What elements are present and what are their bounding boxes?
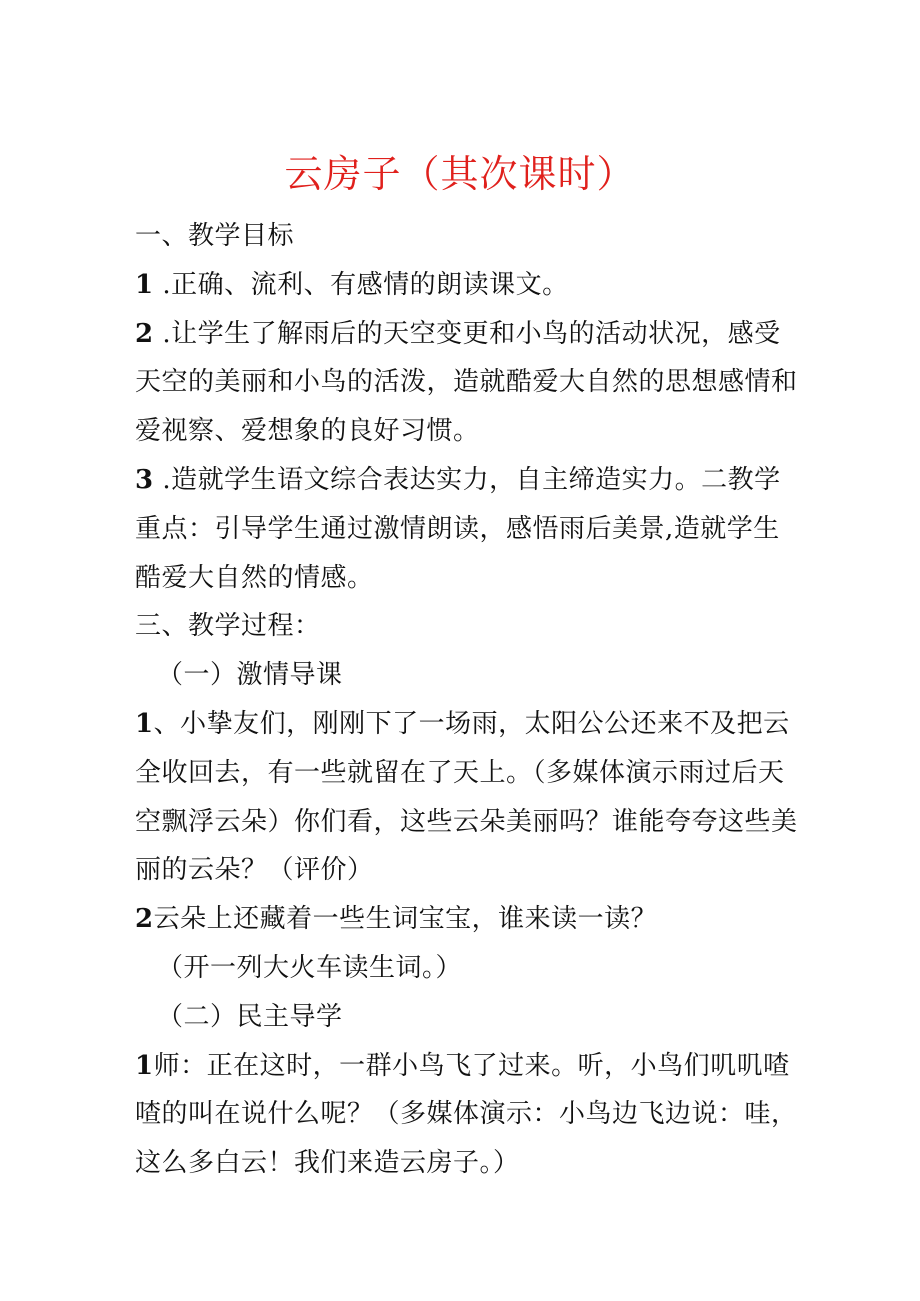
paragraph-line: [135, 700, 805, 749]
line-number: 2: [135, 904, 154, 935]
line-number: 1: [135, 708, 154, 739]
line-text: .正确、流利、有感情的朗读课文。: [153, 269, 569, 300]
line-text: 一、教学目标: [135, 221, 295, 251]
paragraph-line: [135, 749, 805, 798]
document-body: [135, 212, 805, 1188]
paragraph-line: [135, 212, 805, 261]
line-number: 1: [135, 269, 154, 300]
line-text: .造就学生语文综合表达实力，自主缔造实力。二教学: [153, 464, 781, 495]
line-number: 1: [135, 1050, 154, 1081]
line-text: 酷爱大自然的情感。: [135, 562, 374, 593]
line-text: 丽的云朵？（评价）: [135, 855, 374, 886]
line-text: 师：正在这时，一群小鸟飞了过来。听，小鸟们叽叽喳: [153, 1050, 790, 1081]
paragraph-line: [135, 895, 805, 944]
paragraph-line: [135, 554, 805, 603]
line-text: 喳的叫在说什么呢？（多媒体演示：小鸟边飞边说：哇，: [135, 1099, 798, 1130]
paragraph-line: [135, 456, 805, 505]
paragraph-line: [135, 798, 805, 847]
line-text: .让学生了解雨后的天空变更和小鸟的活动状况，感受: [153, 318, 781, 349]
paragraph-line: [135, 310, 805, 359]
document-title: 云房子（其次课时）: [284, 152, 636, 196]
line-text: 这么多白云！我们来造云房子。）: [135, 1148, 520, 1179]
line-text: 爱视察、爱想象的良好习惯。: [135, 416, 480, 447]
line-text: 重点：引导学生通过激情朗读，感悟雨后美景,造就学生: [135, 513, 780, 544]
paragraph-line: [135, 602, 805, 651]
paragraph-line: [135, 993, 805, 1042]
paragraph-line: [135, 261, 805, 310]
paragraph-line: [135, 505, 805, 554]
paragraph-line: [135, 944, 805, 993]
line-text: 空飘浮云朵）你们看，这些云朵美丽吗？谁能夸夸这些美: [135, 806, 798, 837]
paragraph-line: [135, 1042, 805, 1091]
line-text: （一）激情导课: [157, 660, 343, 691]
line-text: （二）民主导学: [157, 1001, 343, 1032]
paragraph-line: [135, 407, 805, 456]
line-text: 云朵上还藏着一些生词宝宝，谁来读一读？: [153, 904, 658, 935]
paragraph-line: [135, 1090, 805, 1139]
paragraph-line: [135, 846, 805, 895]
line-text: 三、教学过程：: [135, 611, 321, 642]
paragraph-line: [135, 1139, 805, 1188]
line-text: 全收回去，有一些就留在了天上。（多媒体演示雨过后天: [135, 757, 785, 788]
paragraph-line: [135, 651, 805, 700]
paragraph-line: [135, 358, 805, 407]
line-text: （开一列大火车读生词。）: [157, 952, 463, 983]
line-text: 、小挚友们，刚刚下了一场雨，太阳公公还来不及把云: [153, 708, 790, 739]
line-number: 2: [135, 318, 154, 349]
line-text: 天空的美丽和小鸟的活泼，造就酷爱大自然的思想感情和: [135, 367, 798, 398]
line-number: 3: [135, 464, 154, 495]
